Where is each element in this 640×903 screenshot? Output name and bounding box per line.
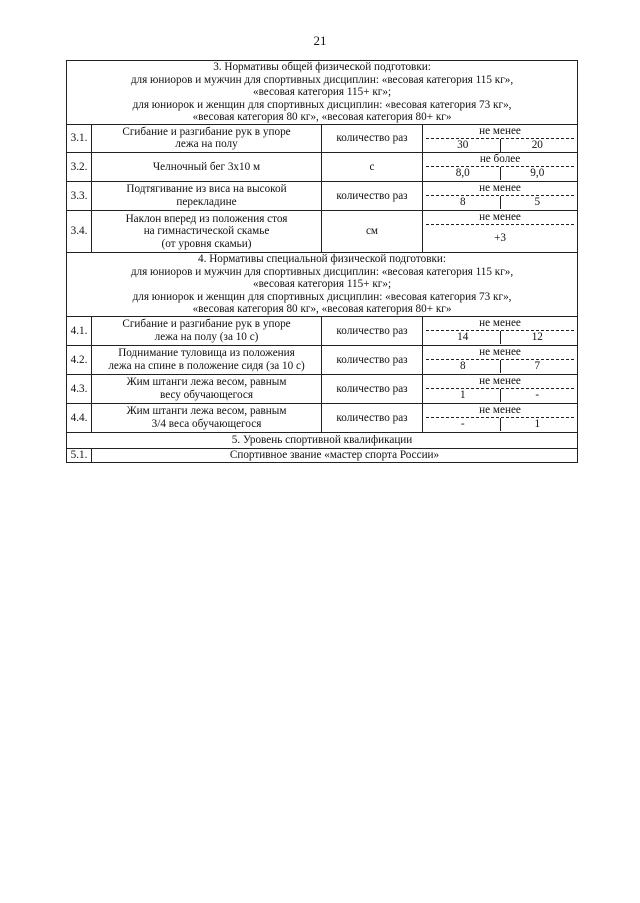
exercise-name: [92, 316, 322, 345]
section-title-line: «весовая категория 80 кг», «весовая категория 80+ кг»: [192, 111, 452, 124]
unit: см: [322, 210, 423, 252]
section-title-line: для юниоров и мужчин для спортивных дисциплин: «весовая категория 115 кг»,: [130, 73, 514, 86]
page-number: 21: [313, 33, 327, 48]
table-row: [67, 210, 578, 252]
exercise-name-line: Жим штанги лежа весом, равным: [126, 405, 287, 418]
exercise-name-line: (от уровня скамьи): [161, 237, 252, 250]
exercise-name: [92, 374, 322, 403]
norm-values: [423, 124, 578, 152]
exercise-name-line: Поднимание туловища из положения: [118, 347, 295, 360]
section-5-title: 5. Уровень спортивной квалификации: [67, 432, 578, 448]
value-male: -: [460, 418, 465, 431]
table-row: [67, 124, 578, 152]
table-row: [67, 316, 578, 345]
exercise-name-line: весу обучающегося: [160, 388, 253, 401]
value-female: -: [500, 389, 575, 402]
exercise-name: [92, 124, 322, 152]
exercise-name: [92, 152, 322, 181]
section-3-title: [67, 61, 578, 125]
norm-values: [423, 374, 578, 403]
unit: с: [322, 152, 423, 181]
section-title-line: 3. Нормативы общей физической подготовки:: [213, 61, 431, 73]
exercise-name-line: Жим штанги лежа весом, равным: [126, 376, 287, 389]
unit: количество раз: [322, 403, 423, 432]
condition-label: не менее: [426, 404, 574, 418]
norm-values: [423, 181, 578, 210]
section-title-line: для юниорок и женщин для спортивных дисциплин: «весовая категория 73 кг»,: [132, 98, 512, 111]
norms-table: [66, 60, 578, 463]
row-number: 3.4.: [67, 210, 92, 252]
unit: количество раз: [322, 374, 423, 403]
section-title-line: для юниоров и мужчин для спортивных дисциплин: «весовая категория 115 кг»,: [130, 265, 514, 278]
row-number: 4.4.: [67, 403, 92, 432]
row-number: 5.1.: [67, 448, 92, 462]
exercise-name-line: лежа на полу (за 10 с): [154, 330, 259, 343]
value-male: 30: [457, 138, 469, 151]
value-female: 9,0: [500, 167, 575, 180]
exercise-name-line: Челночный бег 3х10 м: [152, 160, 261, 173]
exercise-name-line: лежа на полу: [175, 138, 238, 151]
unit: количество раз: [322, 181, 423, 210]
unit: количество раз: [322, 124, 423, 152]
exercise-name-line: Сгибание и разгибание рук в упоре: [122, 125, 291, 138]
exercise-name-line: 3/4 веса обучающегося: [151, 417, 262, 430]
condition-label: не менее: [426, 375, 574, 389]
norm-values: [423, 152, 578, 181]
unit: количество раз: [322, 316, 423, 345]
exercise-name: [92, 345, 322, 374]
value-female: 7: [500, 360, 575, 373]
exercise-name-line: перекладине: [176, 195, 237, 208]
exercise-name-line: Сгибание и разгибание рук в упоре: [122, 318, 291, 331]
table-row: [67, 448, 578, 462]
section-title-line: для юниорок и женщин для спортивных дисциплин: «весовая категория 73 кг»,: [132, 290, 512, 303]
exercise-name-line: Наклон вперед из положения стоя: [125, 212, 288, 225]
value-common: +3: [494, 232, 506, 245]
norm-values: [423, 403, 578, 432]
table-row: [67, 374, 578, 403]
norm-values: [423, 316, 578, 345]
section-5-header: [67, 432, 578, 448]
value-male: 8: [459, 196, 466, 209]
exercise-name: [92, 403, 322, 432]
value-female: 12: [500, 331, 575, 344]
section-3-header: [67, 61, 578, 125]
value-female: 20: [500, 139, 575, 152]
section-4-header: [67, 252, 578, 316]
norm-values: [423, 345, 578, 374]
section-title-line: «весовая категория 115+ кг»;: [252, 86, 392, 99]
condition-label: не менее: [426, 346, 574, 360]
value-male: 14: [457, 331, 469, 344]
exercise-name: [92, 210, 322, 252]
qualification-text: Спортивное звание «мастер спорта России»: [92, 448, 578, 462]
exercise-name-line: Подтягивание из виса на высокой: [126, 183, 287, 196]
table-row: [67, 403, 578, 432]
condition-label: не менее: [426, 182, 574, 196]
row-number: 3.1.: [67, 124, 92, 152]
value-male: 1: [459, 389, 466, 402]
exercise-name: [92, 181, 322, 210]
section-title-line: «весовая категория 115+ кг»;: [252, 278, 392, 291]
value-female: 5: [500, 196, 575, 209]
section-4-title: [67, 252, 578, 316]
condition-label: не менее: [426, 125, 574, 139]
value-female: 1: [500, 418, 575, 431]
table-row: [67, 181, 578, 210]
norm-values: [423, 210, 578, 252]
section-title-line: «весовая категория 80 кг», «весовая категория 80+ кг»: [192, 303, 452, 316]
condition-label: не менее: [426, 317, 574, 331]
section-title-line: 4. Нормативы специальной физической подготовки:: [198, 252, 447, 265]
condition-label: не менее: [426, 211, 574, 225]
condition-label: не более: [426, 153, 574, 167]
row-number: 3.3.: [67, 181, 92, 210]
exercise-name-line: лежа на спине в положение сидя (за 10 с): [108, 359, 305, 372]
row-number: 3.2.: [67, 152, 92, 181]
unit: количество раз: [322, 345, 423, 374]
row-number: 4.1.: [67, 316, 92, 345]
exercise-name-line: на гимнастической скамье: [143, 225, 270, 238]
table-row: [67, 345, 578, 374]
value-male: 8: [459, 360, 466, 373]
table-row: [67, 152, 578, 181]
value-male: 8,0: [455, 167, 470, 180]
row-number: 4.2.: [67, 345, 92, 374]
row-number: 4.3.: [67, 374, 92, 403]
